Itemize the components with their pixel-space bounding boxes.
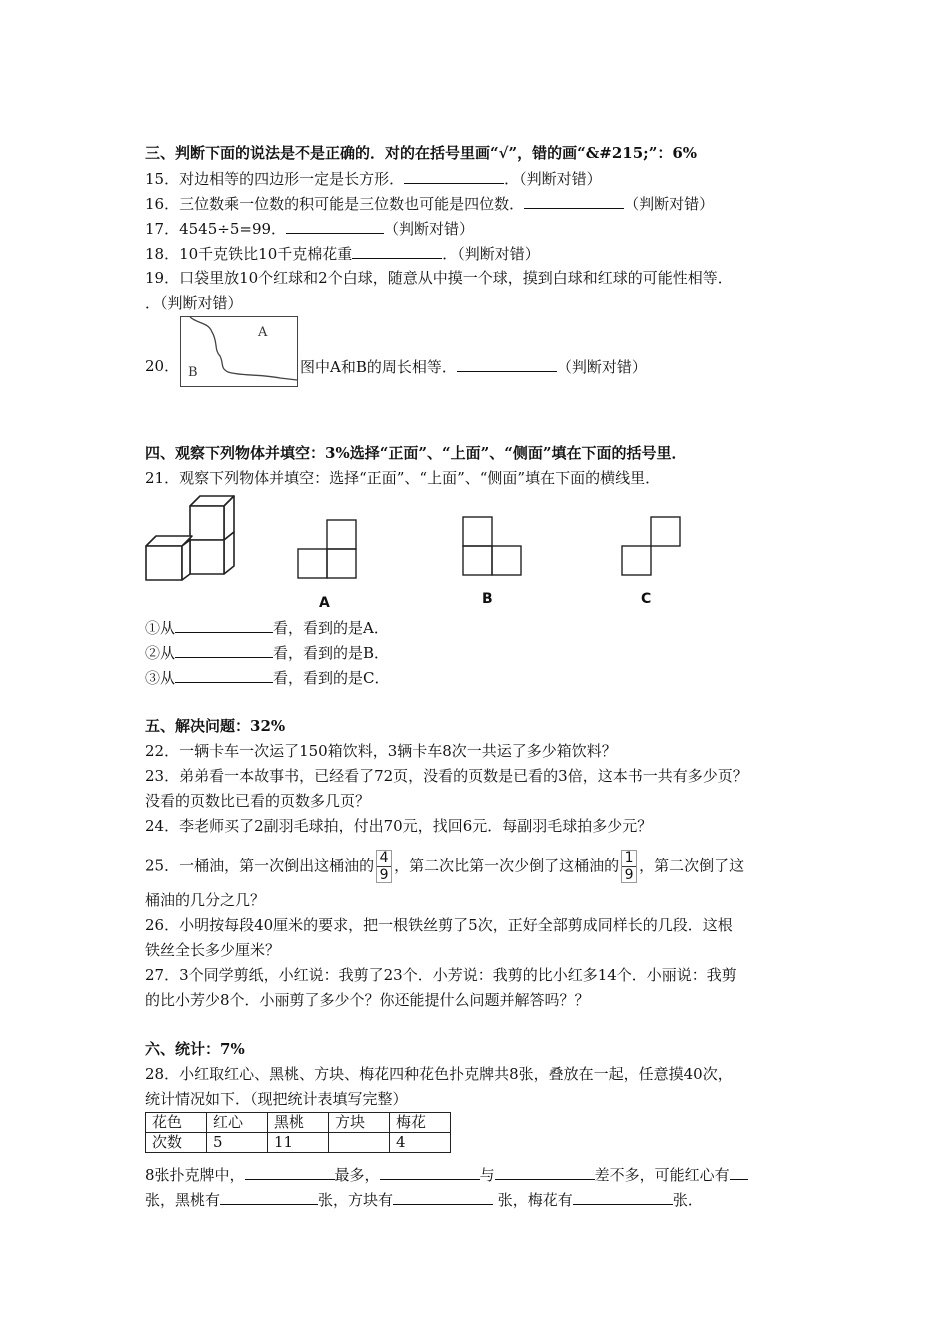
question-28-line2: 统计情况如下．（现把统计表填写完整） [145, 1090, 408, 1108]
view-blank-1[interactable] [175, 617, 273, 633]
question-22: 22．一辆卡车一次运了150箱饮料，3辆卡车8次一共运了多少箱饮料？ [145, 742, 617, 760]
region-a-label: A [258, 325, 268, 340]
question-27-line2: 的比小芳少8个．小丽剪了多少个？你还能提什么问题并解答吗？？ [145, 991, 590, 1009]
view-b-caption: B [482, 591, 493, 607]
answer-blank-20[interactable] [457, 356, 557, 372]
table-cell: 花色 [146, 1113, 207, 1133]
bottom-right-cube-side [224, 532, 234, 574]
most-blank[interactable] [245, 1164, 335, 1180]
question-23-line2: 没看的页数比已看的页数多几页？ [145, 792, 371, 810]
section6-heading: 六、统计：7% [145, 1040, 245, 1058]
section3-heading: 三、判断下面的说法是不是正确的．对的在括号里画“√”，错的画“&#215;”：6% [145, 144, 698, 162]
figure-border [181, 317, 298, 387]
left-cube-side [182, 540, 190, 580]
cube-stack-figure [144, 494, 240, 586]
answer-line-2: ②从 看，看到的是B． [145, 644, 390, 662]
question-21: 21．观察下列物体并填空：选择“正面”、“上面”、“侧面”填在下面的横线里． [145, 469, 661, 487]
question-20: 图中A和B的周长相等． （判断对错） [300, 358, 647, 376]
answer-line-3: ③从 看，看到的是C． [145, 669, 390, 687]
answer-blank-18[interactable] [352, 243, 442, 259]
section5-heading: 五、解决问题：32% [145, 717, 286, 735]
table-row [146, 1133, 451, 1153]
hearts-count-blank[interactable] [730, 1164, 748, 1180]
question-25-line2: 桶油的几分之几？ [145, 891, 266, 909]
fill-line-2: 张，黑桃有 张，方块有 张，梅花有 张． [145, 1191, 703, 1209]
table-cell: 梅花 [390, 1113, 451, 1133]
top-cube-front [190, 506, 224, 540]
question-28-line1: 28．小红取红心、黑桃、方块、梅花四种花色扑克牌共8张，叠放在一起，任意摸40次， [145, 1065, 733, 1083]
spades-count-blank[interactable] [220, 1189, 318, 1205]
table-cell: 5 [207, 1133, 268, 1153]
view-b-figure [462, 516, 524, 578]
table-cell: 次数 [146, 1133, 207, 1153]
section4-heading: 四、观察下列物体并填空：3%选择“正面”、“上面”、“侧面”填在下面的括号里． [145, 444, 687, 462]
table-cell: 黑桃 [268, 1113, 329, 1133]
table-cell: 方块 [329, 1113, 390, 1133]
fill-line-1: 8张扑克牌中， 最多， 与 差不多，可能红心有 [145, 1164, 748, 1185]
table-row [146, 1113, 451, 1133]
question-19-line1: 19．口袋里放10个红球和2个白球，随意从中摸一个球，摸到白球和红球的可能性相等． [145, 269, 733, 287]
question-18: 18．10千克铁比10千克棉花重 ．（判断对错） [145, 245, 540, 263]
question-17: 17．4545÷5=99． （判断对错） [145, 220, 475, 238]
question-23-line1: 23．弟弟看一本故事书，已经看了72页，没看的页数是已看的3倍，这本书一共有多少页？ [145, 767, 748, 785]
table-cell: 11 [268, 1133, 329, 1153]
question-15: 15．对边相等的四边形一定是长方形． ．（判断对错） [145, 170, 602, 188]
perimeter-figure [180, 316, 298, 388]
question-16: 16．三位数乘一位数的积可能是三位数也可能是四位数． （判断对错） [145, 195, 715, 213]
question-20-number: 20． [145, 357, 180, 375]
clubs-count-blank[interactable] [573, 1189, 673, 1205]
answer-blank-16[interactable] [524, 193, 624, 209]
table-cell-blank[interactable] [329, 1133, 390, 1153]
answer-blank-17[interactable] [286, 218, 384, 234]
view-blank-3[interactable] [175, 667, 273, 683]
table-cell: 红心 [207, 1113, 268, 1133]
table-cell: 4 [390, 1133, 451, 1153]
similar-blank-1[interactable] [380, 1164, 480, 1180]
question-19-line2: ．（判断对错） [145, 294, 243, 312]
answer-blank-15[interactable] [404, 168, 504, 184]
question-26-line2: 铁丝全长多少厘米？ [145, 941, 281, 959]
fraction-4-9: $\frac{4}{9}$ [376, 850, 392, 883]
left-cube-front [146, 546, 182, 580]
question-25-line1: 25．一桶油，第一次倒出这桶油的 $\frac{4}{9}$ ，第二次比第一次少倒了这桶油的 $\frac{1}{9}$ ，第二次倒了这 [145, 850, 745, 883]
question-27-line1: 27．3个同学剪纸，小红说：我剪了23个．小芳说：我剪的比小红多14个．小丽说：我剪 [145, 966, 737, 984]
question-24: 24．李老师买了2副羽毛球拍，付出70元，找回6元．每副羽毛球拍多少元？ [145, 817, 653, 835]
view-a-figure [297, 519, 359, 581]
region-b-label: B [188, 365, 198, 380]
question-26-line1: 26．小明按每段40厘米的要求，把一根铁丝剪了5次，正好全部剪成同样长的几段．这根 [145, 916, 733, 934]
similar-blank-2[interactable] [495, 1164, 595, 1180]
statistics-table [145, 1112, 451, 1153]
view-blank-2[interactable] [175, 642, 273, 658]
bottom-right-cube-front [190, 540, 224, 574]
answer-line-1: ①从 看，看到的是A． [145, 619, 389, 637]
view-c-caption: C [641, 591, 652, 607]
fraction-1-9: $\frac{1}{9}$ [621, 850, 637, 883]
view-a-caption: A [319, 595, 330, 611]
view-c-figure [621, 516, 683, 578]
diamonds-count-blank[interactable] [393, 1189, 493, 1205]
